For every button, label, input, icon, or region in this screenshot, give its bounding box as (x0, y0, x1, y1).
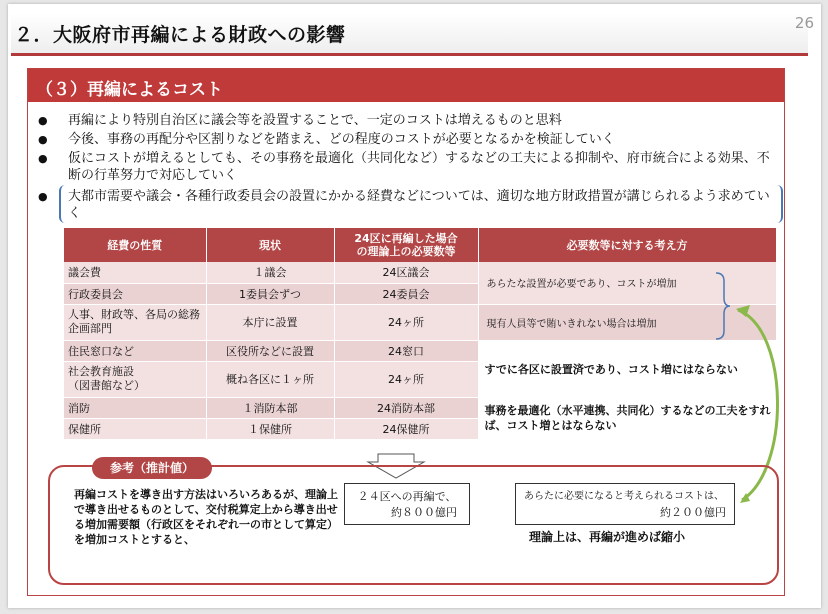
bullet-dot-icon: ● (38, 133, 48, 146)
cell-type: 社会教育施設 （図書館など） (64, 361, 206, 397)
cell-type: 保健所 (64, 418, 206, 439)
cell-note: 事務を最適化（水平連携、共同化）するなどの工夫をすれば、コスト増とはならない (478, 397, 776, 439)
cell-current: 1委員会ずつ (206, 283, 334, 304)
bullet-dot-icon: ● (38, 190, 48, 203)
cell-current: １保健所 (206, 418, 334, 439)
cell-current: １消防本部 (206, 397, 334, 418)
conclusion-text: 理論上は、再編が進めば縮小 (529, 530, 686, 544)
curly-brace-icon (716, 273, 730, 339)
cell-note: あらたな設置が必要であり、コストが増加 (478, 262, 776, 304)
bullet-text: 今後、事務の再配分や区割りなどを踏まえ、どの程度のコストが必要となるかを検証していく (68, 132, 615, 147)
cell-current: 概ね各区に１ヶ所 (206, 361, 334, 397)
header-required: 24区に再編した場合 の理論上の必要数等 (334, 228, 478, 262)
cell-required: 24消防本部 (334, 397, 478, 418)
page-number: 26 (794, 14, 814, 32)
estimate-total-label: ２４区への再編で、 (357, 490, 457, 503)
page-title: ２．大阪府市再編による財政への影響 (14, 24, 346, 46)
cell-type: 議会費 (64, 262, 206, 283)
estimate-box-net (515, 483, 735, 525)
header-current: 現状 (206, 228, 334, 262)
estimate-box-total (344, 483, 470, 525)
reference-label: 参考（推計値） (92, 457, 212, 479)
section-title: （３）再編によるコスト (36, 80, 223, 100)
cell-note: すでに各区に設置済であり、コスト増にはならない (478, 340, 776, 397)
cell-required: 24区議会 (334, 262, 478, 283)
header-cost-type: 経費の性質 (64, 228, 206, 262)
cell-current: 区役所などに設置 (206, 340, 334, 361)
header-approach: 必要数等に対する考え方 (478, 228, 776, 262)
bullet-text: 再編により特別自治区に議会等を設置することで、一定のコストは増えるものと思料 (68, 113, 562, 128)
bullet-dot-icon: ● (38, 114, 48, 127)
cell-required: 24委員会 (334, 283, 478, 304)
bullet-text: 仮にコストが増えるとしても、その事務を最適化（共同化など）するなどの工夫による抑制や、府市統合による効果、不断の行革努力で対応していく (68, 151, 770, 183)
cell-type: 消防 (64, 397, 206, 418)
cell-current: 本庁に設置 (206, 304, 334, 340)
bullet-text: 大都市需要や議会・各種行政委員会の設置にかかる経費などについては、適切な地方財政措置が講じられるよう求めていく (68, 189, 770, 221)
cell-type: 住民窓口など (64, 340, 206, 361)
cell-required: 24窓口 (334, 340, 478, 361)
cell-required: 24保健所 (334, 418, 478, 439)
cell-type: 人事、財政等、各局の総務企画部門 (64, 304, 206, 340)
cell-type: 行政委員会 (64, 283, 206, 304)
cell-required: 24ヶ所 (334, 361, 478, 397)
estimate-net-label: あらたに必要になると考えられるコストは、 (524, 491, 724, 502)
bullet-dot-icon: ● (38, 152, 48, 165)
reference-text: 再編コストを導き出す方法はいろいろあるが、理論上で導き出せるものとして、交付税算定上から導き出せる増加需要額（行政区をそれぞれ一の市として算定）を増加コストとすると、 (74, 488, 338, 546)
cell-note: 現有人員等で賄いきれない場合は増加 (478, 304, 776, 340)
cell-required: 24ヶ所 (334, 304, 478, 340)
estimate-total-value: 約８００億円 (391, 506, 457, 519)
estimate-net-value: 約２００億円 (660, 506, 726, 519)
cell-current: １議会 (206, 262, 334, 283)
